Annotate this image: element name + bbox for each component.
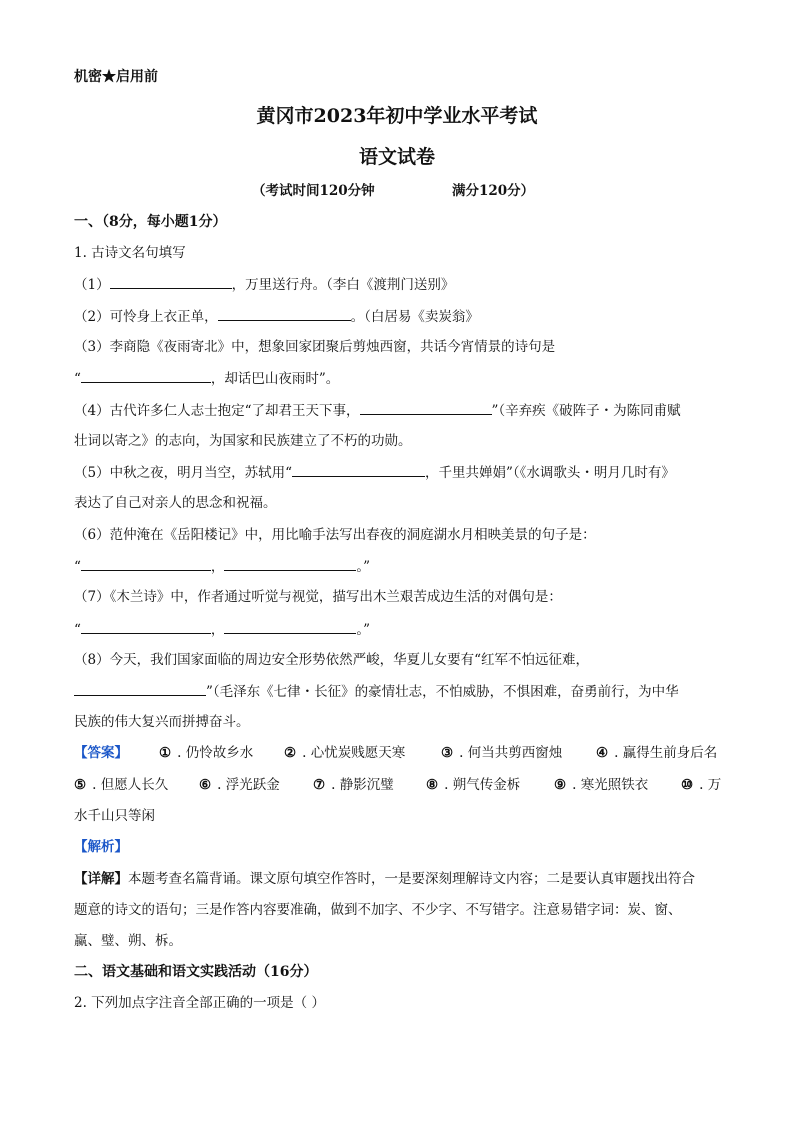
answer-number: ⑨ <box>554 777 567 793</box>
item-5-line-b: 表达了自己对亲人的思念和祝福。 <box>74 495 277 511</box>
item-4-line-a <box>74 401 681 420</box>
detail-line-3: 赢、璧、朔、柝。 <box>74 933 182 949</box>
blank-7a[interactable] <box>81 620 211 634</box>
detail-tag: 【详解】 <box>74 871 128 887</box>
answer-7 <box>313 776 394 794</box>
item-5-line-a <box>74 463 675 482</box>
answer-number: ⑥ <box>199 777 212 793</box>
item-6-line-b <box>74 557 370 576</box>
exam-title: 黄冈市2023年初中学业水平考试 <box>256 105 538 127</box>
answer-3 <box>441 744 562 762</box>
exam-subtitle: 语文试卷 <box>358 146 435 168</box>
answer-8 <box>426 776 520 794</box>
detail-line-1 <box>74 870 695 888</box>
item-8-line-b <box>74 682 679 701</box>
answer-text: . 仍怜故乡水 <box>177 745 254 761</box>
item-1-prefix: （1） <box>74 277 110 293</box>
answer-text: . 但愿人长久 <box>92 777 169 793</box>
question-1: 1. 古诗文名句填写 <box>74 245 186 261</box>
item-7-quote-close: 。” <box>356 622 371 638</box>
item-2 <box>74 307 479 326</box>
item-7-line-b <box>74 620 370 639</box>
item-1-suffix: ，万里送行舟。（李白《渡荆门送别》 <box>231 277 455 293</box>
item-7-comma: ， <box>210 622 225 638</box>
item-4-line-b: 壮词以寄之》的志向，为国家和民族建立了不朽的功勋。 <box>74 433 412 449</box>
answer-9 <box>554 776 648 794</box>
answer-number: ⑦ <box>313 777 326 793</box>
answer-number: ① <box>159 745 172 761</box>
blank-8[interactable] <box>74 682 206 696</box>
answer-tag: 【答案】 <box>74 745 128 761</box>
answer-text: . 赢得生前身后名 <box>614 745 718 761</box>
answer-text: . 浮光跃金 <box>217 777 280 793</box>
item-4-suffix: ”（辛弃疾《破阵子・为陈同甫赋 <box>491 403 681 419</box>
blank-5[interactable] <box>292 463 425 477</box>
answer-text: . 静影沉璧 <box>331 777 394 793</box>
blank-4[interactable] <box>360 401 492 415</box>
item-7-line-a: （7）《木兰诗》中，作者通过听觉与视觉，描写出木兰艰苦成边生活的对偶句是： <box>74 589 562 605</box>
question-2: 2. 下列加点字注音全部正确的一项是（ ） <box>74 995 325 1011</box>
item-3-line-b <box>74 369 339 388</box>
item-3-line-a: （3）李商隐《夜雨寄北》中，想象回家团聚后剪烛西窗，共话今宵情景的诗句是 <box>74 339 556 355</box>
answer-5 <box>74 776 168 794</box>
answer-number: ② <box>284 745 297 761</box>
answer-number: ③ <box>441 745 454 761</box>
exam-time: （考试时间120分钟 <box>252 183 375 199</box>
item-6-quote-close: 。” <box>356 559 371 575</box>
answer-6 <box>199 776 280 794</box>
item-6-quote-open: “ <box>74 559 81 575</box>
item-4-prefix: （4）古代许多仁人志士抱定“了却君王天下事， <box>74 403 360 419</box>
answer-number: ⑧ <box>426 777 439 793</box>
blank-1[interactable] <box>110 275 232 289</box>
analysis-tag: 【解析】 <box>74 839 128 855</box>
answer-text: . 何当共剪西窗烛 <box>459 745 563 761</box>
blank-6b[interactable] <box>224 557 356 571</box>
answer-1 <box>159 744 253 762</box>
answer-text: . 心忧炭贱愿天寒 <box>302 745 406 761</box>
answer-4 <box>596 744 717 762</box>
blank-2[interactable] <box>218 307 351 321</box>
item-8-line-c: 民族的伟大复兴而拼搏奋斗。 <box>74 714 250 730</box>
answer-text: . 朔气传金柝 <box>444 777 521 793</box>
item-2-prefix: （2）可怜身上衣正单， <box>74 309 218 325</box>
blank-6a[interactable] <box>81 557 211 571</box>
item-3-suffix: ，却话巴山夜雨时”。 <box>210 371 340 387</box>
answer-number: ⑩ <box>681 777 694 793</box>
item-6-line-a: （6）范仲淹在《岳阳楼记》中，用比喻手法写出春夜的洞庭湖水月相映美景的句子是： <box>74 527 596 543</box>
answer-text: . 万 <box>699 777 722 793</box>
item-3-quote-open: “ <box>74 371 81 387</box>
section2-heading: 二、语文基础和语文实践活动（16分） <box>74 964 318 980</box>
section1-heading: 一、（8分，每小题1分） <box>74 214 227 230</box>
blank-3[interactable] <box>81 369 211 383</box>
item-1 <box>74 275 454 294</box>
answer-number: ④ <box>596 745 609 761</box>
answer-number: ⑤ <box>74 777 87 793</box>
item-2-suffix: 。（白居易《卖炭翁》 <box>350 309 479 325</box>
blank-7b[interactable] <box>224 620 356 634</box>
item-8-suffix: ”（毛泽东《七律・长征》的豪情壮志，不怕威胁，不惧困难，奋勇前行，为中华 <box>206 684 679 700</box>
item-5-prefix: （5）中秋之夜，明月当空，苏轼用“ <box>74 465 292 481</box>
confidential-label: 机密★启用前 <box>74 69 158 85</box>
answer-continuation: 水千山只等闲 <box>74 808 155 824</box>
item-6-comma: ， <box>210 559 225 575</box>
answer-2 <box>284 744 405 762</box>
detail-line-2: 题意的诗文的语句；三是作答内容要准确，做到不加字、不少字、不写错字。注意易错字词：炭、窗、 <box>74 902 682 918</box>
answer-text: . 寒光照铁衣 <box>572 777 649 793</box>
answer-10 <box>681 776 721 794</box>
item-5-suffix: ，千里共婵娟”（《水调歌头・明月几时有》 <box>425 465 675 481</box>
item-8-line-a: （8）今天，我们国家面临的周边安全形势依然严峻，华夏儿女要有“红军不怕远征难， <box>74 652 589 668</box>
item-7-quote-open: “ <box>74 622 81 638</box>
detail-text-1: 本题考查名篇背诵。课文原句填空作答时，一是要深刻理解诗文内容；二是要认真审题找出符合 <box>128 871 695 887</box>
full-score: 满分120分） <box>452 183 535 199</box>
